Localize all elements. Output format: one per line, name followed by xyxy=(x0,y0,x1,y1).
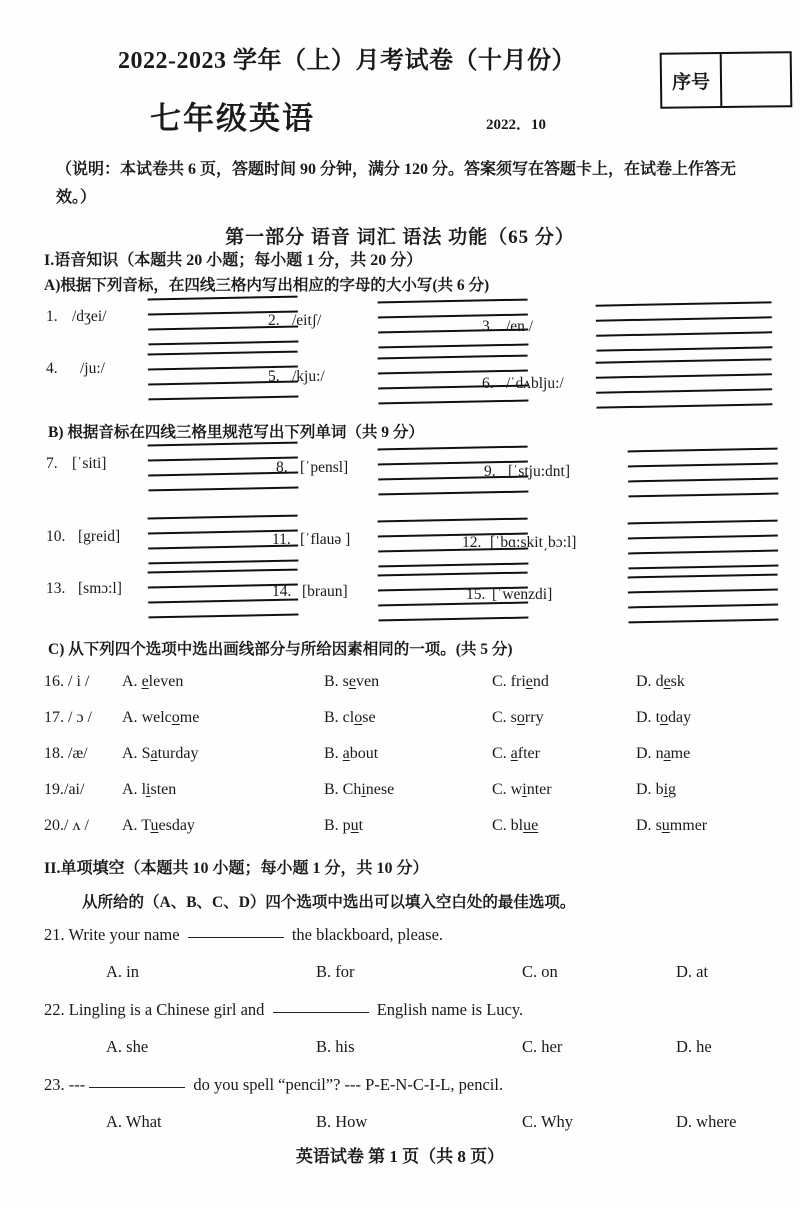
question-19-option-a[interactable]: A. listen xyxy=(122,781,177,798)
question-21-text-before: Write your name xyxy=(68,925,180,944)
section-two-instruction: 从所给的（A、B、C、D）四个选项中选出可以填入空白处的最佳选项。 xyxy=(82,894,576,911)
question-21-option-c[interactable]: C. on xyxy=(522,962,558,981)
question-18-option-a[interactable]: A. Saturday xyxy=(122,745,199,762)
ipa-symbol-4: /ju:/ xyxy=(80,360,105,377)
ipa-item-7: 7. xyxy=(46,455,58,472)
ipa-item-3: 3. xyxy=(482,318,494,335)
question-22-text-after: English name is Lucy. xyxy=(376,1000,524,1019)
ipa-symbol-10: [greid] xyxy=(78,528,121,545)
ipa-item-13: 13. xyxy=(46,580,66,597)
part-b-instruction: B) 根据音标在四线三格里规范写出下列单词（共 9 分） xyxy=(48,424,424,441)
question-23-number: 23. xyxy=(44,1075,65,1094)
question-23-option-a[interactable]: A. What xyxy=(106,1112,162,1131)
question-18-option-c[interactable]: C. after xyxy=(492,745,540,762)
question-22-blank[interactable] xyxy=(273,1012,369,1013)
question-16-option-a[interactable]: A. eleven xyxy=(122,673,184,690)
question-23-option-c[interactable]: C. Why xyxy=(522,1112,574,1131)
ipa-symbol-1: /dʒei/ xyxy=(72,308,107,325)
question-20-option-c[interactable]: C. blue xyxy=(492,817,539,834)
ipa-item-2: 2. xyxy=(268,312,280,329)
question-21-text-after: the blackboard, please. xyxy=(291,925,444,944)
writing-grid-9[interactable] xyxy=(628,448,779,497)
question-23-option-b[interactable]: B. How xyxy=(316,1112,368,1131)
serial-number-box xyxy=(660,51,793,109)
question-19-number: 19./ai/ xyxy=(44,781,85,798)
question-23-option-d[interactable]: D. where xyxy=(676,1112,737,1131)
page-footer: 英语试卷 第 1 页（共 8 页） xyxy=(295,1147,505,1166)
writing-grid-6[interactable] xyxy=(596,358,773,407)
question-23-text-after: do you spell “pencil”? --- P-E-N-C-I-L, pencil. xyxy=(193,1075,504,1094)
question-20-option-a[interactable]: A. Tuesday xyxy=(122,817,195,834)
exam-date: 2022．10 xyxy=(486,117,547,133)
question-16 xyxy=(44,673,784,699)
ipa-item-5: 5. xyxy=(268,368,280,385)
ipa-symbol-6: /ˈdʌblju:/ xyxy=(506,375,564,392)
ipa-symbol-14: [braun] xyxy=(302,583,348,600)
question-22-option-b[interactable]: B. his xyxy=(316,1037,355,1056)
ipa-item-15: 15. xyxy=(466,586,486,603)
question-18-option-d[interactable]: D. name xyxy=(636,745,691,762)
question-23-text-before: --- xyxy=(68,1075,86,1094)
question-20 xyxy=(44,817,784,843)
question-22 xyxy=(44,1000,523,1020)
question-16-number: 16. / i / xyxy=(44,673,90,690)
subject-title: 七年级英语 xyxy=(150,101,315,136)
ipa-item-1: 1. xyxy=(46,308,58,325)
ipa-item-9: 9. xyxy=(484,463,496,480)
question-18 xyxy=(44,745,784,771)
part-c-instruction: C) 从下列四个选项中选出画线部分与所给因素相同的一项。(共 5 分) xyxy=(48,641,513,658)
question-19 xyxy=(44,781,784,807)
question-20-number: 20./ ʌ / xyxy=(44,817,89,834)
question-16-option-c[interactable]: C. friend xyxy=(492,673,549,690)
ipa-item-8: 8. xyxy=(276,459,288,476)
question-22-option-d[interactable]: D. he xyxy=(676,1037,712,1056)
ipa-symbol-3: /en / xyxy=(506,318,534,335)
serial-number-label: 序号 xyxy=(662,54,723,107)
question-18-option-b[interactable]: B. about xyxy=(324,745,379,762)
question-21-blank[interactable] xyxy=(188,937,284,938)
section-two-heading: II.单项填空（本题共 10 小题；每小题 1 分，共 10 分） xyxy=(44,860,429,877)
ipa-symbol-15: [ˈwenzdi] xyxy=(492,586,553,603)
exam-notice: （说明：本试卷共 6 页，答题时间 90 分钟，满分 120 分。答案须写在答题卡上，在试卷上作答无效。） xyxy=(56,161,737,206)
ipa-symbol-9: [ˈstju:dnt] xyxy=(508,463,570,480)
ipa-item-4: 4. xyxy=(46,360,58,377)
part-a-instruction: A)根据下列音标，在四线三格内写出相应的字母的大小写(共 6 分) xyxy=(44,277,490,294)
question-17-number: 17. / ɔ / xyxy=(44,709,92,726)
question-19-option-c[interactable]: C. winter xyxy=(492,781,552,798)
ipa-symbol-2: /eitʃ/ xyxy=(292,312,322,329)
ipa-symbol-7: [ˈsiti] xyxy=(72,455,107,472)
question-22-text-before: Lingling is a Chinese girl and xyxy=(68,1000,265,1019)
ipa-symbol-5: /kju:/ xyxy=(292,368,325,385)
question-17-option-c[interactable]: C. sorry xyxy=(492,709,544,726)
question-21-option-b[interactable]: B. for xyxy=(316,962,355,981)
ipa-item-14: 14. xyxy=(272,583,292,600)
writing-grid-12[interactable] xyxy=(628,520,779,569)
question-22-option-c[interactable]: C. her xyxy=(522,1037,563,1056)
exam-title: 2022-2023 学年（上）月考试卷（十月份） xyxy=(118,48,576,74)
ipa-item-12: 12. xyxy=(462,534,482,551)
ipa-item-6: 6. xyxy=(482,375,494,392)
question-22-number: 22. xyxy=(44,1000,65,1019)
section-one-heading: I.语音知识（本题共 20 小题；每小题 1 分，共 20 分） xyxy=(44,252,423,269)
question-20-option-d[interactable]: D. summer xyxy=(636,817,708,834)
writing-grid-15[interactable] xyxy=(628,574,779,623)
question-21-option-a[interactable]: A. in xyxy=(106,962,140,981)
part-one-title: 第一部分 语音 词汇 语法 功能（65 分） xyxy=(225,227,575,248)
ipa-symbol-12: [ˈbɑ:skit͵bɔ:l] xyxy=(490,534,577,551)
question-16-option-d[interactable]: D. desk xyxy=(636,673,685,690)
question-17-option-d[interactable]: D. today xyxy=(636,709,692,726)
question-19-option-b[interactable]: B. Chinese xyxy=(324,781,395,798)
ipa-symbol-13: [smɔ:l] xyxy=(78,580,122,597)
writing-grid-3[interactable] xyxy=(596,301,773,350)
question-23 xyxy=(44,1075,503,1095)
ipa-item-10: 10. xyxy=(46,528,66,545)
question-20-option-b[interactable]: B. put xyxy=(324,817,364,834)
question-21 xyxy=(44,925,443,945)
writing-grid-8[interactable] xyxy=(378,446,529,495)
question-17-option-b[interactable]: B. close xyxy=(324,709,376,726)
ipa-symbol-8: [ˈpensl] xyxy=(300,459,349,476)
serial-number-field[interactable] xyxy=(722,53,791,106)
question-23-blank[interactable] xyxy=(89,1087,185,1088)
question-22-option-a[interactable]: A. she xyxy=(106,1037,149,1056)
question-17 xyxy=(44,709,784,735)
ipa-item-11: 11. xyxy=(272,531,291,548)
question-16-option-b[interactable]: B. seven xyxy=(324,673,380,690)
question-18-number: 18. /æ/ xyxy=(44,745,88,762)
ipa-symbol-11: [ˈflauə ] xyxy=(300,531,351,548)
question-19-option-d[interactable]: D. big xyxy=(636,781,677,798)
question-17-option-a[interactable]: A. welcome xyxy=(122,709,200,726)
question-21-number: 21. xyxy=(44,925,65,944)
question-21-option-d[interactable]: D. at xyxy=(676,962,709,981)
